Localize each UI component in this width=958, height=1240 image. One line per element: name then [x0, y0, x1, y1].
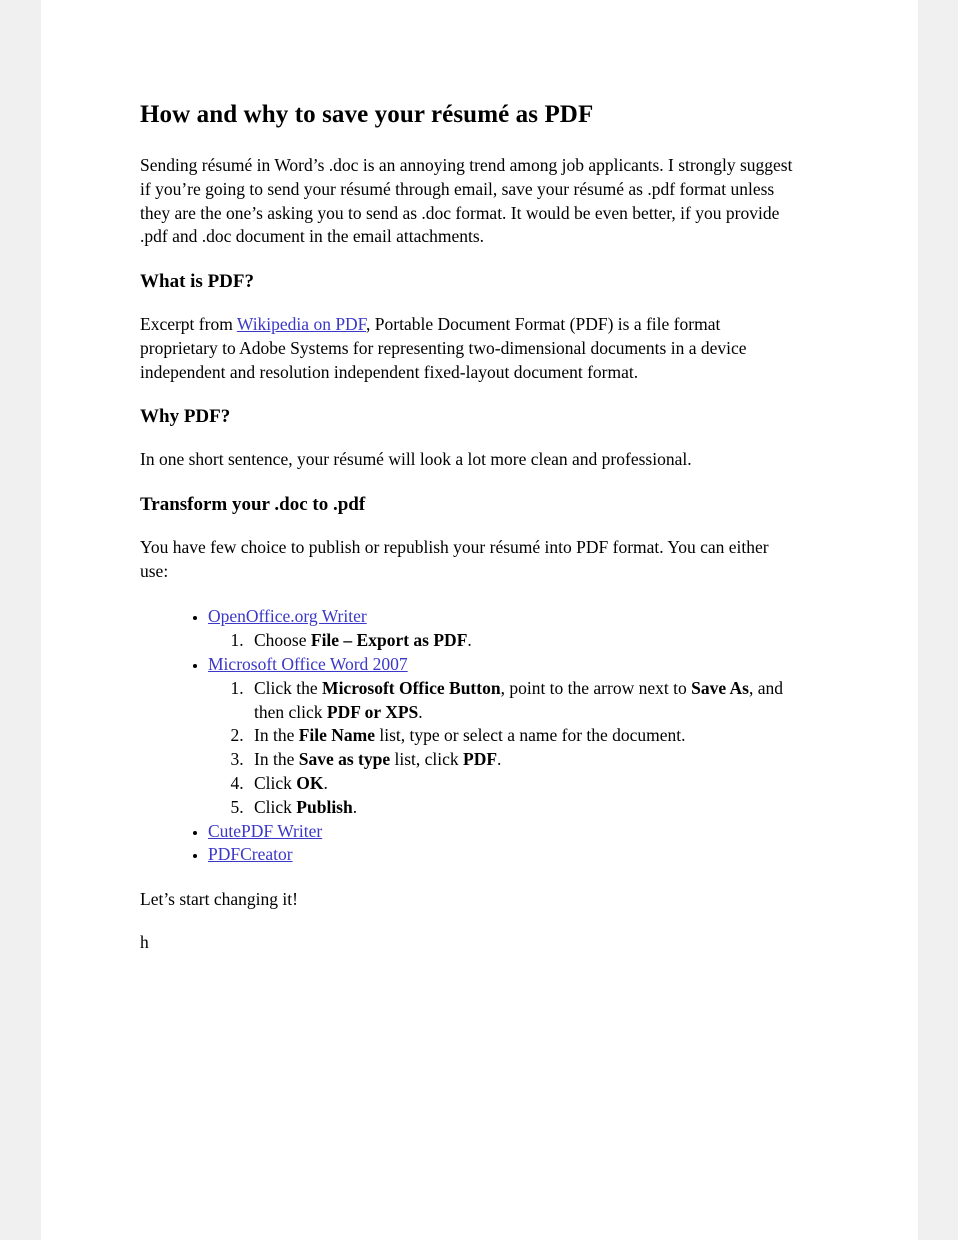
document-page — [41, 0, 918, 1240]
list-item — [248, 677, 800, 725]
step-bold: File – Export as PDF — [310, 630, 468, 651]
step-text: Choose — [254, 630, 311, 651]
wikipedia-on-pdf-link[interactable]: Wikipedia on PDF — [236, 313, 367, 334]
step-bold-2: PDF — [463, 749, 498, 770]
step-text-mid-2: , and then click — [254, 677, 783, 722]
intro-paragraph: Sending résumé in Word’s .doc is an annoying trend among job applicants. I strongly suggest if you’re going to send your résumé through email, save your résumé as .pdf format unless they are the one’s asking you to send as .doc format. It would be even better, if you provide .pdf and .doc document in the email attachments. — [140, 155, 793, 247]
openoffice-writer-link[interactable]: OpenOffice.org Writer — [208, 606, 367, 627]
section-body-what-is-pdf — [140, 313, 800, 384]
list-item — [248, 772, 800, 796]
list-item — [208, 653, 800, 820]
step-text: Click — [254, 772, 297, 793]
step-text-mid: , point to the arrow next to — [500, 677, 692, 698]
microsoft-office-word-2007-link[interactable]: Microsoft Office Word 2007 — [208, 653, 408, 674]
step-text-suffix: list, type or select a name for the document. — [375, 725, 686, 746]
list-item — [248, 796, 800, 820]
openoffice-steps — [208, 629, 800, 653]
step-text: In the — [254, 725, 299, 746]
step-text-suffix: . — [352, 796, 358, 817]
excerpt-prefix: Excerpt from — [140, 313, 237, 334]
excerpt-suffix: , Portable Document Format (PDF) is a file format proprietary to Adobe Systems for representing two-dimensional documents in a device independent and resolution independent fixed-layout document format. — [140, 313, 747, 382]
step-bold: Publish — [296, 796, 353, 817]
section-body-why-pdf: In one short sentence, your résumé will look a lot more clean and professional. — [140, 449, 692, 470]
step-text: Click the — [254, 677, 323, 698]
page-title: How and why to save your résumé as PDF — [140, 101, 594, 128]
list-item — [208, 843, 800, 867]
section-heading-transform: Transform your .doc to .pdf — [140, 493, 366, 515]
word-2007-steps — [208, 677, 800, 820]
step-text: Click — [254, 796, 297, 817]
list-item — [208, 605, 800, 653]
step-text-suffix: . — [323, 772, 328, 793]
cutepdf-writer-link[interactable]: CutePDF Writer — [208, 820, 323, 841]
step-bold-2: Save As — [691, 677, 749, 698]
step-text-suffix: . — [467, 630, 472, 651]
list-item — [248, 748, 800, 772]
step-bold-3: PDF or XPS — [326, 701, 419, 722]
list-item — [248, 629, 800, 653]
step-text: In the — [254, 749, 299, 770]
document-body — [140, 100, 800, 953]
step-bold: File Name — [298, 725, 376, 746]
trailing-character: h — [140, 932, 149, 953]
step-text-suffix: . — [418, 701, 423, 722]
tools-list — [140, 605, 800, 867]
step-text-suffix: . — [497, 749, 502, 770]
step-bold: Microsoft Office Button — [322, 677, 501, 698]
list-item — [248, 724, 800, 748]
section-heading-what-is-pdf: What is PDF? — [140, 271, 254, 293]
section-heading-why-pdf: Why PDF? — [140, 406, 231, 428]
section-body-transform: You have few choice to publish or republish your résumé into PDF format. You can either use: — [140, 536, 769, 581]
list-item — [208, 820, 800, 844]
step-text-mid: list, click — [390, 749, 464, 770]
step-bold: OK — [296, 772, 324, 793]
closing-paragraph: Let’s start changing it! — [140, 889, 298, 910]
step-bold: Save as type — [298, 749, 391, 770]
pdfcreator-link[interactable]: PDFCreator — [208, 844, 293, 865]
